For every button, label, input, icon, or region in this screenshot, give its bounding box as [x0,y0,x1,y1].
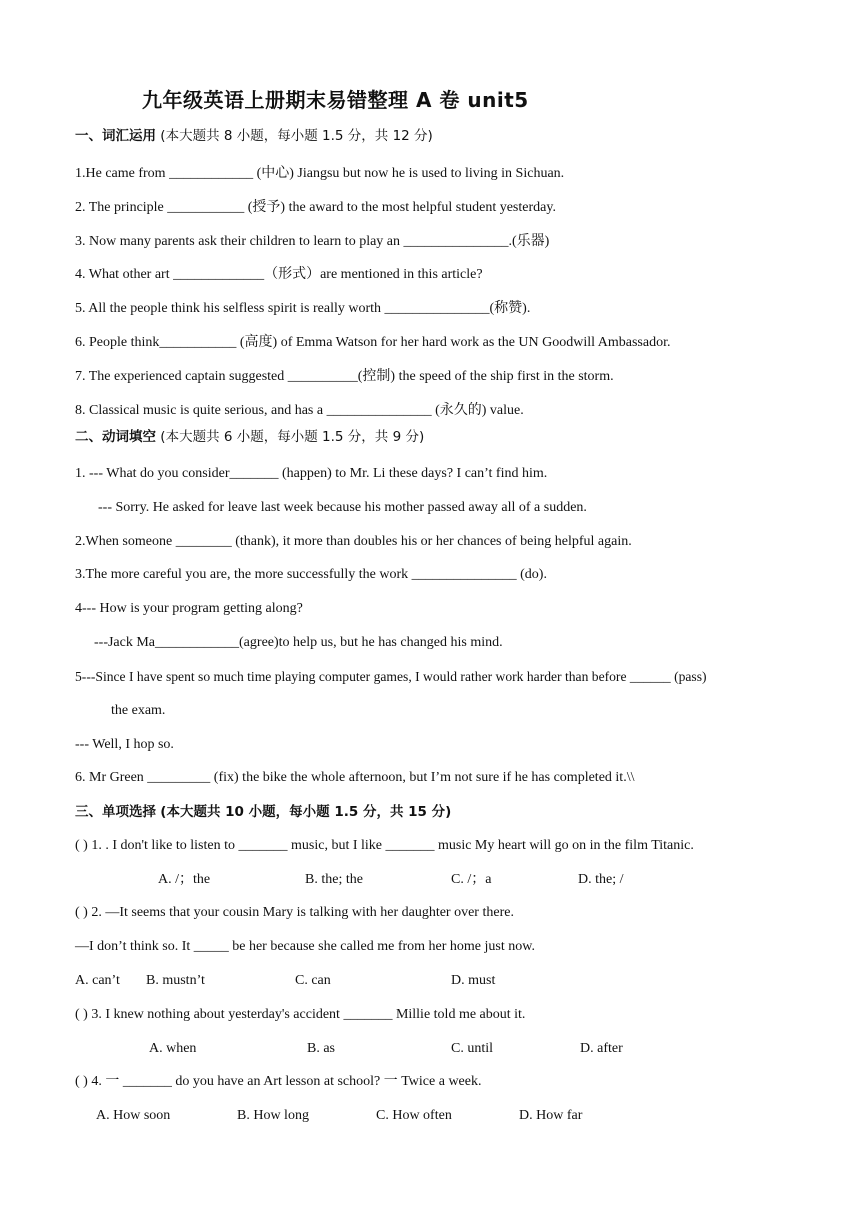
verb-item-5-cont: the exam. [111,703,166,718]
verb-item-6: 6. Mr Green _________ (fix) the bike the whole afternoon, but I’m not sure if he has completed it.\\ [75,770,635,785]
mc-q1-option-d: D. the; / [578,872,624,887]
mc-q2-stem-2: —I don’t think so. It _____ be her because she called me from her home just now. [75,939,535,954]
mc-q1-option-c: C. /；a [451,872,492,887]
verb-item-2: 2.When someone ________ (thank), it more than doubles his or her chances of being helpful again. [75,534,632,549]
mc-q1-option-b: B. the; the [305,872,363,887]
mc-q2-option-c: C. can [295,973,331,988]
verb-item-1: 1. --- What do you consider_______ (happen) to Mr. Li these days? I can’t find him. [75,466,548,481]
mc-q3-stem: ( ) 3. I knew nothing about yesterday's accident _______ Millie told me about it. [75,1007,526,1022]
verb-item-4: 4--- How is your program getting along? [75,601,303,616]
mc-q3-option-a: A. when [149,1041,197,1056]
verb-item-3: 3.The more careful you are, the more successfully the work _______________ (do). [75,567,547,582]
section-2-header [75,428,424,446]
mc-q2-option-a: A. can’t [75,973,120,988]
mc-q2-option-b: B. mustn’t [146,973,205,988]
mc-q1-option-a: A. /；the [158,872,211,887]
verb-item-5-reply: --- Well, I hop so. [75,737,174,752]
vocab-item-5: 5. All the people think his selfless spirit is really worth _______________(称赞). [75,301,531,316]
section-3-header [75,803,451,821]
section-3-heading: 三、单项选择 [75,804,156,820]
mc-q3-option-c: C. until [451,1041,494,1056]
section-3-note: (本大题共 10 小题，每小题 1.5 分，共 15 分) [160,804,452,820]
mc-q3-option-b: B. as [307,1041,335,1056]
mc-q3-option-d: D. after [580,1041,623,1056]
section-2-note: (本大题共 6 小题，每小题 1.5 分，共 9 分) [160,429,425,445]
mc-q4-stem: ( ) 4. 一 _______ do you have an Art lesson at school? 一 Twice a week. [75,1074,482,1089]
vocab-item-7: 7. The experienced captain suggested __________(控制) the speed of the ship first in the storm. [75,369,614,384]
mc-q4-option-a: A. How soon [96,1108,171,1123]
vocab-item-8: 8. Classical music is quite serious, and has a _______________ (永久的) value. [75,403,524,418]
section-1-heading: 一、词汇运用 [75,128,156,144]
section-1-note: (本大题共 8 小题，每小题 1.5 分，共 12 分) [160,128,433,144]
section-2-heading: 二、动词填空 [75,429,156,445]
page-title: 九年级英语上册期末易错整理 A 卷 unit5 [142,88,529,112]
mc-q2-stem: ( ) 2. —It seems that your cousin Mary is talking with her daughter over there. [75,905,514,920]
mc-q4-option-d: D. How far [519,1108,583,1123]
vocab-item-6: 6. People think___________ (高度) of Emma Watson for her hard work as the UN Goodwill Ambassador. [75,335,671,350]
verb-item-4-reply: ---Jack Ma____________(agree)to help us, but he has changed his mind. [94,635,503,650]
mc-q4-option-b: B. How long [237,1108,309,1123]
mc-q1-stem: ( ) 1. . I don't like to listen to _______ music, but I like _______ music My heart will go on in the film Titanic. [75,838,694,853]
vocab-item-1: 1.He came from ____________ (中心) Jiangsu but now he is used to living in Sichuan. [75,166,565,181]
verb-item-5: 5---Since I have spent so much time playing computer games, I would rather work harder than before ______ (pass) [75,669,707,684]
mc-q2-option-d: D. must [451,973,496,988]
vocab-item-4: 4. What other art _____________（形式）are mentioned in this article? [75,267,483,282]
section-1-header [75,127,433,145]
vocab-item-3: 3. Now many parents ask their children to learn to play an _______________.(乐器) [75,234,550,249]
verb-item-1-reply: --- Sorry. He asked for leave last week because his mother passed away all of a sudden. [98,500,587,515]
mc-q4-option-c: C. How often [376,1108,452,1123]
vocab-item-2: 2. The principle ___________ (授予) the award to the most helpful student yesterday. [75,200,556,215]
